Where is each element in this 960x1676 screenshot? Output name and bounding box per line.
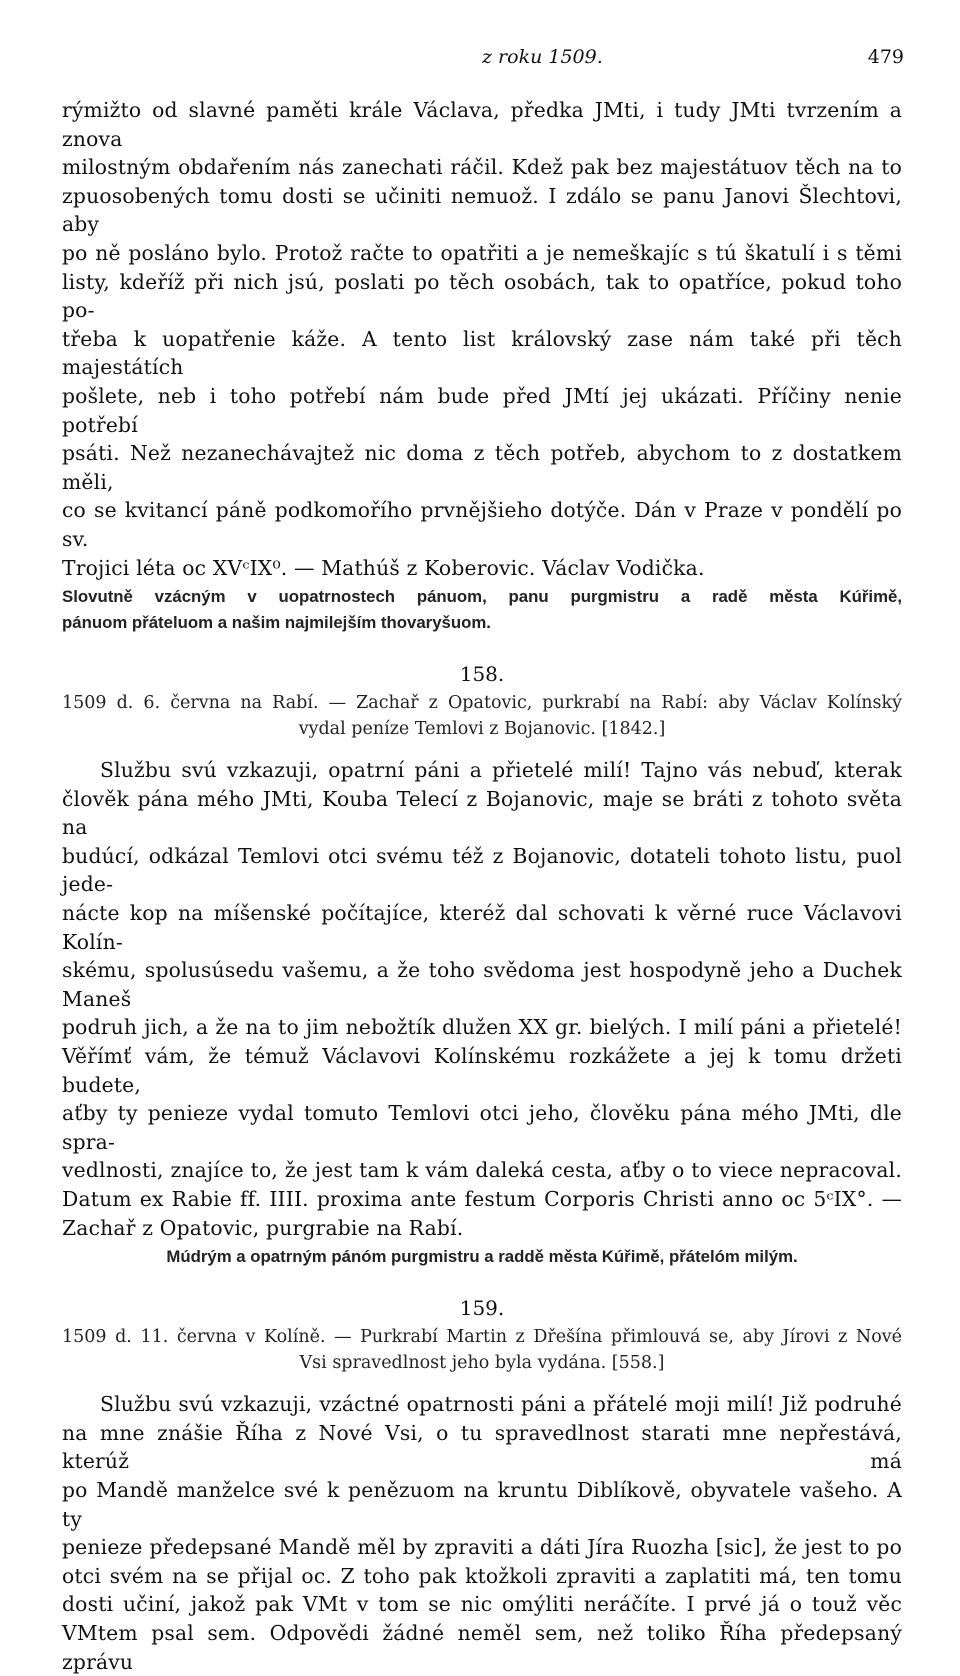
text-line: třeba k uopatřenie káže. A tento list královský zase nám také při těch majestátích: [62, 326, 902, 380]
regest-line: vydal peníze Temlovi z Bojanovic. [1842.]: [298, 719, 666, 740]
running-title: z roku 1509.: [482, 46, 603, 68]
text-line: VMtem psal sem. Odpovědi žádné neměl sem, než toliko Říha předepsaný zprávu: [62, 1620, 902, 1674]
text-line: penieze předepsané Mandě měl by zpraviti a dáti Jíra Ruozha [sic], že jest to po: [62, 1535, 902, 1560]
address-line: pánuom přáteluom a našim najmilejším thovaryšuom.: [62, 613, 491, 633]
regest-line: Vsi spravedlnost jeho byla vydána. [558.]: [299, 1353, 665, 1374]
text-line: budúcí, odkázal Temlovi otci svému též z Bojanovic, dotateli tohoto listu, puol jede-: [62, 843, 902, 897]
document-number-158: 158.: [459, 662, 505, 687]
text-line: vedlnosti, znajíce to, že jest tam k vám daleká cesta, aťby o to viece nepracoval.: [62, 1158, 902, 1183]
text-line: milostným obdařením nás zanechati ráčil. Kdež pak bez majestátuov těch na to: [62, 155, 902, 180]
address-line: Slovutně vzácným v uopatrnostech pánuom, panu purgmistru a radě města Kúřimě,: [62, 587, 902, 607]
letter-address-158: Múdrým a opatrným pánóm purgmistru a raddě města Kúřimě, přátelóm milým.: [166, 1247, 798, 1267]
text-line: Věřímť vám, že témuž Václavovi Kolínskému rozkážete a jej k tomu držeti budete,: [62, 1044, 902, 1097]
text-line: Zachař z Opatovic, purgrabie na Rabí.: [62, 1215, 464, 1240]
text-line: nácte kop na míšenské počítajíce, kteréž dal schovati k věrné ruce Václavovi Kolín-: [62, 901, 902, 954]
text-line: listy, kdeříž při nich jsú, poslati po těch osobách, tak to opatříce, pokud toho po-: [62, 269, 902, 323]
text-line: skému, spolusúsedu vašemu, a že toho svědoma jest hospodyně jeho a Duchek Maneš: [62, 958, 902, 1011]
regest-159: [62, 1324, 902, 1376]
text-line: dosti učiní, jakož pak VMt v tom se nic omýliti neráčíte. I prvé já o touž věc: [62, 1592, 902, 1617]
text-line: Trojici léta oc XVᶜIX⁰. — Mathúš z Koberovic. Václav Vodička.: [62, 555, 705, 580]
letter-address: [62, 584, 902, 636]
text-line: pošlete, neb i toho potřebí nám bude před JMtí jej ukázati. Příčiny nenie potřebí: [62, 383, 902, 437]
document-page: [62, 40, 902, 1676]
text-line: psáti. Než nezanechávajtež nic doma z těch potřeb, abychom to z dostatkem měli,: [62, 441, 902, 494]
text-line: člověk pána mého JMti, Kouba Telecí z Bojanovic, maje se bráti z tohoto světa na: [62, 786, 902, 840]
text-line: otci svém na se přijal oc. Z toho pak ktožkoli zpraviti a zaplatiti má, ten tomu: [62, 1563, 902, 1588]
page-header: [62, 40, 902, 74]
document-number-159: 159.: [459, 1296, 505, 1321]
text-line: rýmižto od slavné paměti krále Václava, předka JMti, i tudy JMti tvrzením a znova: [62, 98, 902, 151]
text-line: po Mandě manželce své k penězuom na kruntu Diblíkově, obyvatele vašeho. A ty: [62, 1477, 902, 1531]
letter-text-159: [62, 1390, 902, 1676]
text-line: aťby ty penieze vydal tomuto Temlovi otci jeho, člověku pána mého JMti, dle spra-: [62, 1101, 902, 1154]
letter-text-158: [62, 756, 902, 1242]
text-line: zpuosobených tomu dosti se učiniti nemuož. I zdálo se panu Janovi Šlechtovi, aby: [62, 183, 902, 237]
text-line: po ně posláno bylo. Protož račte to opatřiti a je nemeškajíc s tú škatulí i s těmi: [62, 240, 902, 265]
text-line: co se kvitancí páně podkomořího prvnějšieho dotýče. Dán v Praze v pondělí po sv.: [62, 498, 902, 551]
text-line: na mne znášie Říha z Nové Vsi, o tu spravedlnost starati mne nepřestává, kterúž má: [62, 1420, 902, 1474]
regest-line: 1509 d. 6. června na Rabí. — Zachař z Opatovic, purkrabí na Rabí: aby Václav Kolínský: [62, 693, 902, 714]
text-line: podruh jich, a že na to jim nebožtík dlužen XX gr. bielých. I milí páni a přietelé!: [62, 1015, 902, 1040]
regest-158: [62, 690, 902, 742]
page-number: 479: [867, 46, 904, 68]
continued-letter-text: [62, 96, 902, 582]
text-line: Službu svú vzkazuji, opatrní páni a přietelé milí! Tajno vás nebuď, kterak: [100, 758, 902, 783]
text-line: Službu svú vzkazuji, vzáctné opatrnosti páni a přátelé moji milí! Již podruhé: [100, 1392, 902, 1417]
regest-line: 1509 d. 11. června v Kolíně. — Purkrabí Martin z Dřešína přimlouvá se, aby Jírovi z Nové: [62, 1327, 902, 1348]
text-line: Datum ex Rabie ff. IIII. proxima ante festum Corporis Christi anno oc 5ᶜIX°. —: [62, 1187, 902, 1211]
